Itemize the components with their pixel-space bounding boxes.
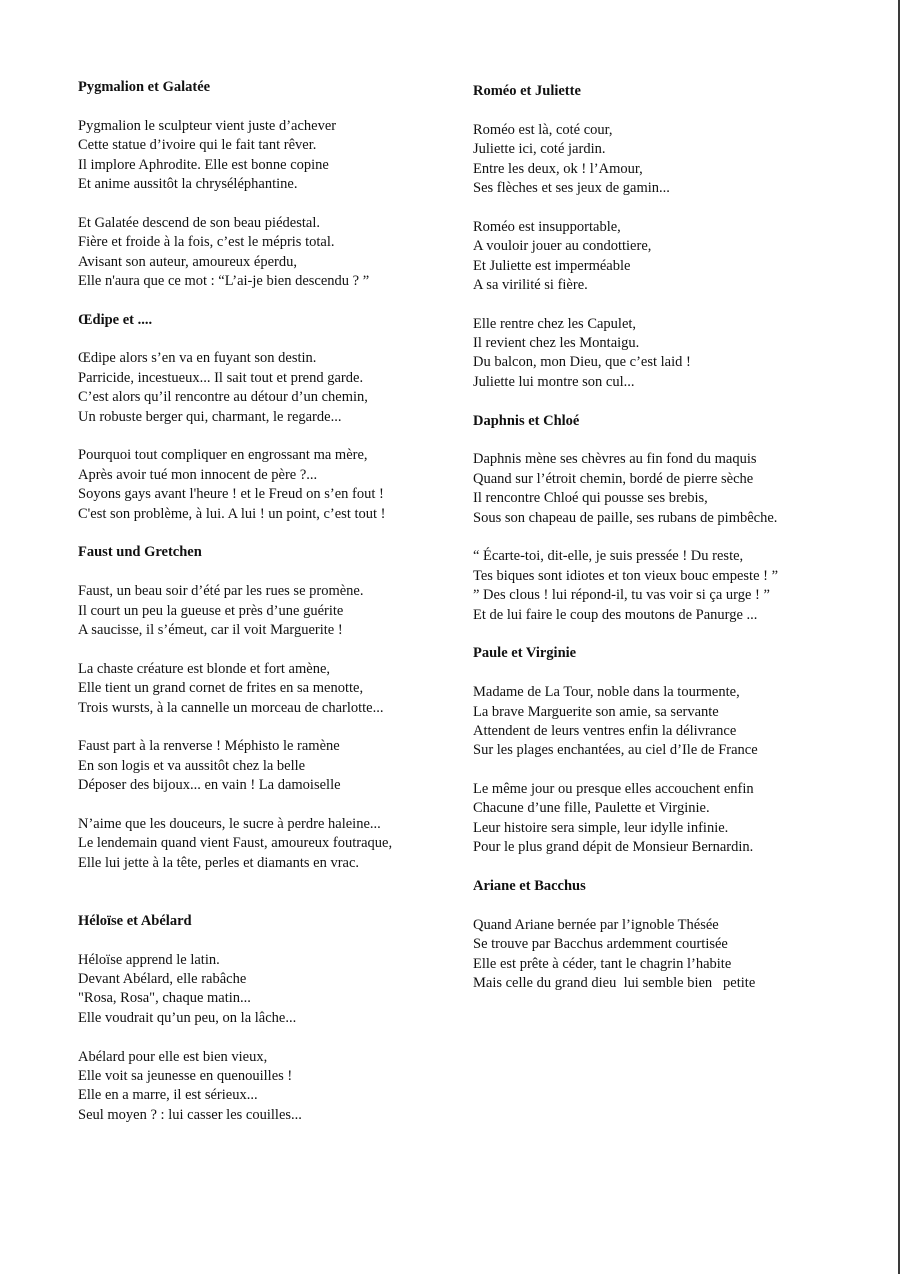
stanza [473, 683, 853, 761]
verse-line: Et Galatée descend de son beau piédestal. [78, 214, 320, 231]
stanza [78, 815, 458, 873]
verse-line: Il court un peu la gueuse et près d’une guérite [78, 602, 344, 619]
verse-line: Pourquoi tout compliquer en engrossant ma mère, [78, 447, 368, 464]
verse-line: A sa virilité si fière. [473, 276, 588, 293]
stanza [473, 218, 853, 296]
verse-line: Elle en a marre, il est sérieux... [78, 1087, 258, 1104]
stanza [78, 1048, 458, 1126]
stanza [473, 450, 853, 528]
verse-line: Elle tient un grand cornet de frites en sa menotte, [78, 680, 364, 697]
spacer [78, 892, 458, 911]
stanza [473, 121, 853, 199]
verse-line: Roméo est insupportable, [473, 218, 621, 235]
verse-line: Ses flèches et ses jeux de gamin... [473, 179, 670, 196]
verse-line: Elle lui jette à la tête, perles et diamants en vrac. [78, 854, 360, 871]
verse-line: Il implore Aphrodite. Elle est bonne copine [78, 156, 329, 173]
verse-line: Sous son chapeau de paille, ses rubans de pimbêche. [473, 509, 778, 526]
verse-line: La brave Marguerite son amie, sa servante [473, 703, 719, 720]
verse-line: Elle voudrait qu’un peu, on la lâche... [78, 1009, 297, 1026]
verse-line: Se trouve par Bacchus ardemment courtisée [473, 936, 728, 953]
verse-line: Soyons gays avant l'heure ! et le Freud on s’en fout ! [78, 486, 384, 503]
verse-line: Fière et froide à la fois, c’est le mépris total. [78, 234, 335, 251]
verse-line: Pygmalion le sculpteur vient juste d’achever [78, 117, 337, 134]
verse-line: N’aime que les douceurs, le sucre à perdre haleine... [78, 815, 381, 832]
stanza [473, 315, 853, 393]
verse-line: Avisant son auteur, amoureux éperdu, [78, 253, 298, 270]
verse-line: Parricide, incestueux... Il sait tout et prend garde. [78, 369, 364, 386]
verse-line: Elle rentre chez les Capulet, [473, 315, 637, 332]
poem-title: Œdipe et .... [78, 311, 153, 328]
right-column [473, 82, 853, 1013]
stanza [78, 117, 458, 195]
poem-daphnis-et-chloe [473, 412, 853, 625]
poem-title: Héloïse et Abélard [78, 912, 192, 929]
verse-line: A vouloir jouer au condottiere, [473, 238, 652, 255]
verse-line: Tes biques sont idiotes et ton vieux bouc empeste ! ” [473, 567, 779, 584]
verse-line: Il revient chez les Montaigu. [473, 335, 640, 352]
poem-pygmalion-et-galatee [78, 78, 458, 291]
poem-title: Daphnis et Chloé [473, 412, 580, 429]
verse-line: Chacune d’une fille, Paulette et Virginie. [473, 800, 710, 817]
verse-line: ” Des clous ! lui répond-il, tu vas voir si ça urge ! ” [473, 587, 770, 604]
verse-line: Entre les deux, ok ! l’Amour, [473, 160, 643, 177]
verse-line: Devant Abélard, elle rabâche [78, 970, 247, 987]
verse-line: Mais celle du grand dieu lui semble bien petite [473, 974, 756, 991]
poem-title: Ariane et Bacchus [473, 878, 586, 895]
verse-line: Après avoir tué mon innocent de père ?... [78, 466, 318, 483]
verse-line: Faust part à la renverse ! Méphisto le ramène [78, 738, 340, 755]
verse-line: Attendent de leurs ventres enfin la délivrance [473, 722, 737, 739]
verse-line: Juliette lui montre son cul... [473, 373, 635, 390]
verse-line: Cette statue d’ivoire qui le fait tant rêver. [78, 137, 317, 154]
stanza [78, 349, 458, 427]
verse-line: C’est alors qu’il rencontre au détour d’un chemin, [78, 389, 368, 406]
verse-line: Roméo est là, coté cour, [473, 121, 613, 138]
verse-line: La chaste créature est blonde et fort amène, [78, 660, 331, 677]
verse-line: Elle n'aura que ce mot : “L’ai-je bien descendu ? ” [78, 272, 370, 289]
stanza [78, 582, 458, 640]
poem-oedipe-et [78, 311, 458, 524]
verse-line: Et de lui faire le coup des moutons de Panurge ... [473, 606, 758, 623]
stanza [473, 916, 853, 994]
verse-line: “ Écarte-toi, dit-elle, je suis pressée ! Du reste, [473, 548, 744, 565]
verse-line: Œdipe alors s’en va en fuyant son destin. [78, 350, 317, 367]
verse-line: Et anime aussitôt la chryséléphantine. [78, 175, 298, 192]
verse-line: C'est son problème, à lui. A lui ! un point, c’est tout ! [78, 505, 386, 522]
verse-line: Daphnis mène ses chèvres au fin fond du maquis [473, 451, 757, 468]
poem-title: Roméo et Juliette [473, 83, 581, 99]
verse-line: Le même jour ou presque elles accouchent enfin [473, 781, 754, 798]
verse-line: Elle voit sa jeunesse en quenouilles ! [78, 1067, 293, 1084]
stanza [78, 951, 458, 1029]
verse-line: Trois wursts, à la cannelle un morceau de charlotte... [78, 699, 384, 716]
verse-line: Abélard pour elle est bien vieux, [78, 1048, 268, 1065]
verse-line: Madame de La Tour, noble dans la tourmente, [473, 684, 740, 701]
verse-line: "Rosa, Rosa", chaque matin... [78, 990, 251, 1007]
verse-line: Et Juliette est imperméable [473, 257, 631, 274]
verse-line: Héloïse apprend le latin. [78, 951, 220, 968]
stanza [78, 446, 458, 524]
stanza [473, 547, 853, 625]
stanza [78, 660, 458, 718]
verse-line: Seul moyen ? : lui casser les couilles... [78, 1106, 302, 1123]
verse-line: Juliette ici, coté jardin. [473, 141, 606, 158]
verse-line: Quand sur l’étroit chemin, bordé de pierre sèche [473, 470, 754, 487]
poem-romeo-et-juliette [473, 82, 853, 392]
verse-line: Elle est prête à céder, tant le chagrin l’habite [473, 955, 732, 972]
poem-paule-et-virginie [473, 644, 853, 857]
verse-line: Sur les plages enchantées, au ciel d’Ile de France [473, 742, 758, 759]
poem-heloise-et-abelard [78, 912, 458, 1125]
verse-line: A saucisse, il s’émeut, car il voit Marguerite ! [78, 621, 343, 638]
verse-line: Du balcon, mon Dieu, que c’est laid ! [473, 354, 691, 371]
left-column [78, 78, 458, 1144]
verse-line: Le lendemain quand vient Faust, amoureux foutraque, [78, 835, 393, 852]
verse-line: Il rencontre Chloé qui pousse ses brebis, [473, 490, 708, 507]
stanza [78, 737, 458, 795]
verse-line: Un robuste berger qui, charmant, le regarde... [78, 408, 342, 425]
verse-line: Quand Ariane bernée par l’ignoble Thésée [473, 916, 719, 933]
verse-line: Pour le plus grand dépit de Monsieur Bernardin. [473, 839, 754, 856]
stanza [78, 214, 458, 292]
poem-ariane-et-bacchus [473, 877, 853, 993]
verse-line: Faust, un beau soir d’été par les rues se promène. [78, 583, 364, 600]
verse-line: Leur histoire sera simple, leur idylle infinie. [473, 819, 729, 836]
poem-faust-und-gretchen [78, 543, 458, 873]
verse-line: En son logis et va aussitôt chez la belle [78, 757, 306, 774]
poem-title: Pygmalion et Galatée [78, 79, 211, 95]
poem-title: Faust und Gretchen [78, 544, 202, 561]
verse-line: Déposer des bijoux... en vain ! La damoiselle [78, 777, 341, 794]
poem-title: Paule et Virginie [473, 645, 577, 662]
stanza [473, 780, 853, 858]
